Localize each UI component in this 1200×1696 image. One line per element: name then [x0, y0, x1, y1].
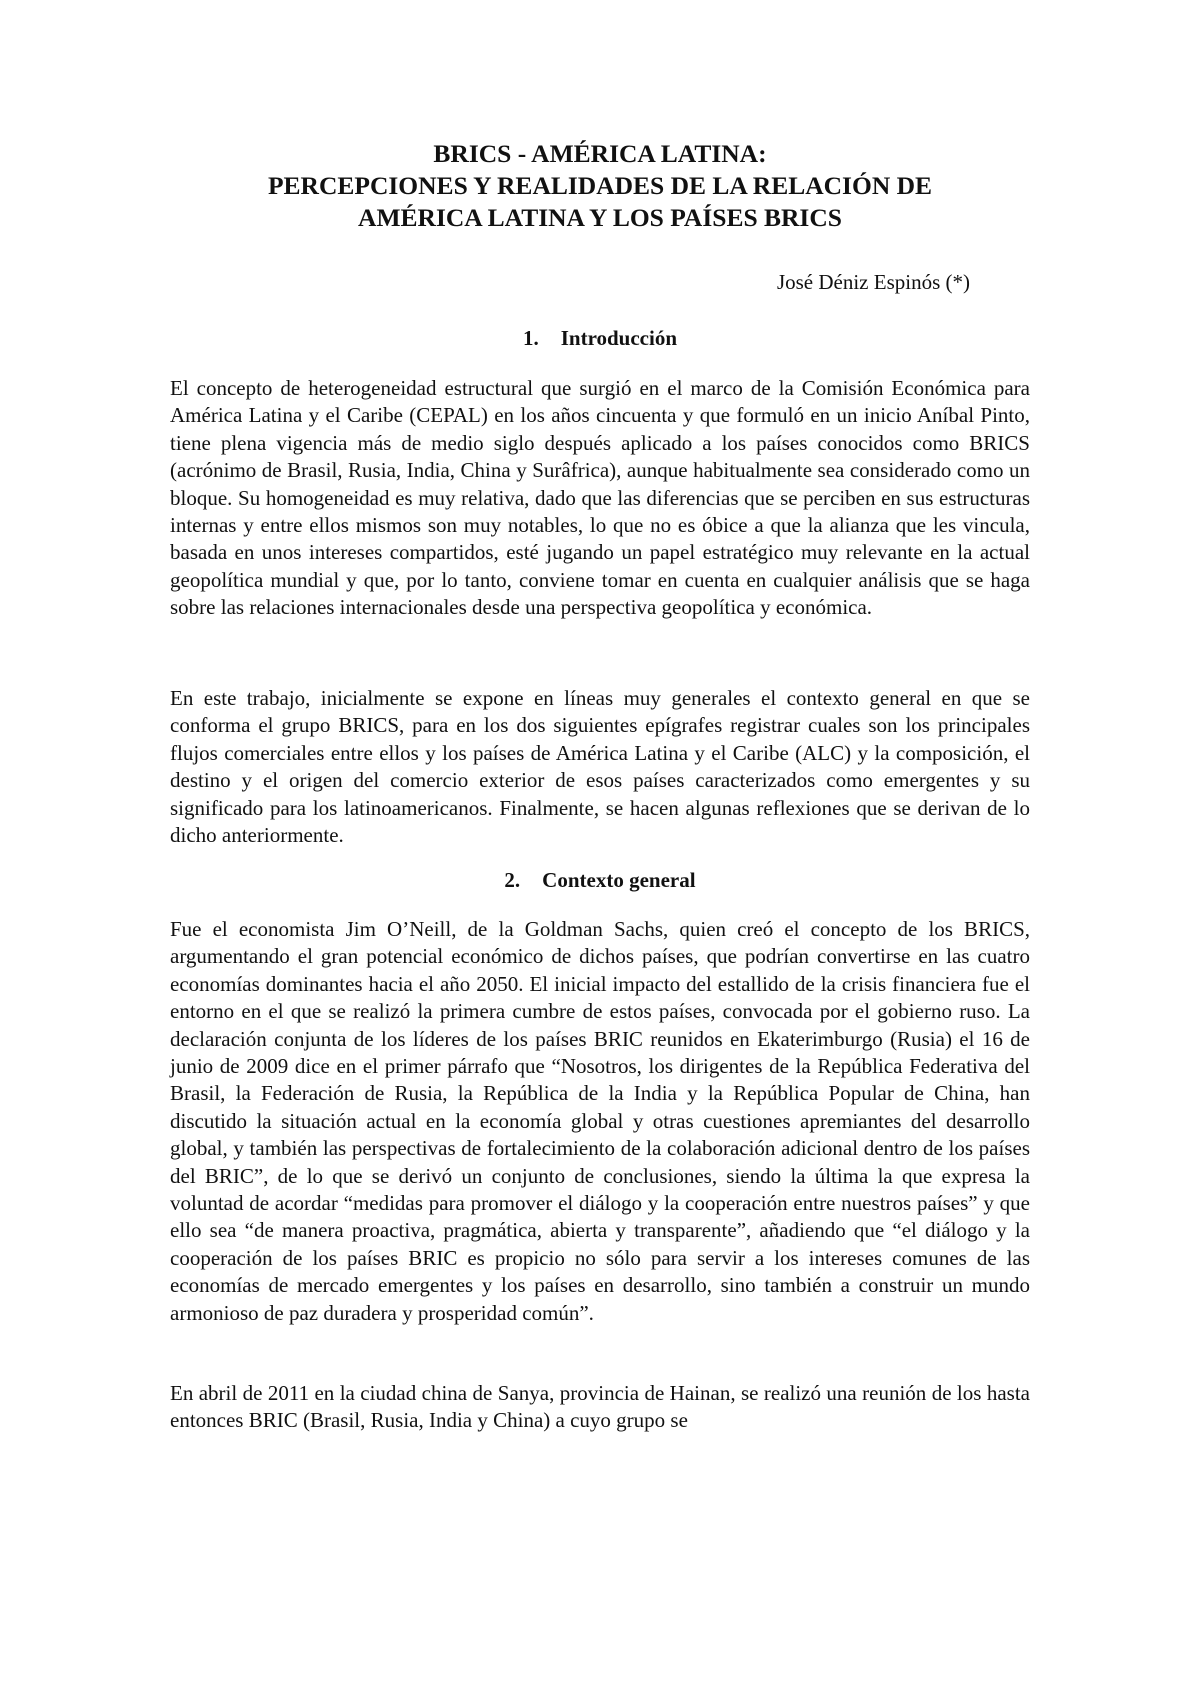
section-title: Contexto general: [542, 868, 696, 892]
title-line-1: BRICS - AMÉRICA LATINA:: [433, 139, 767, 168]
title-line-3: AMÉRICA LATINA Y LOS PAÍSES BRICS: [358, 203, 842, 232]
author-name: José Déniz Espinós (*): [776, 270, 970, 294]
title-line-2: PERCEPCIONES Y REALIDADES DE LA RELACIÓN DE: [267, 171, 933, 200]
section-number: 1.: [522, 326, 539, 350]
document-title: [170, 138, 1030, 234]
paragraph-intro-2: En este trabajo, inicialmente se expone en líneas muy generales el contexto general en que se conforma el grupo BRICS, para en los dos siguientes epígrafes registrar cuales son los principales flujos comerciales entre ellos y los países de América Latina y el Caribe (ALC) y la composición, el destino y el origen del comercio exterior de esos países caracterizados como emergentes y su significado para los latinoamericanos. Finalmente, se hacen algunas reflexiones que se derivan de lo dicho anteriormente.: [170, 686, 1030, 848]
paragraph-intro-1: El concepto de heterogeneidad estructural que surgió en el marco de la Comisión Económica para América Latina y el Caribe (CEPAL) en los años cincuenta y que formuló en un inicio Aníbal Pinto, tiene plena vigencia más de medio siglo después aplicado a los países conocidos como BRICS (acrónimo de Brasil, Rusia, India, China y Surâfrica), aunque habitualmente sea considerado como un bloque. Su homogeneidad es muy relativa, dado que las diferencias que se perciben en sus estructuras internas y entre ellos mismos son muy notables, lo que no es óbice a que la alianza que les vincula, basada en unos intereses compartidos, esté jugando un papel estratégico muy relevante en la actual geopolítica mundial y que, por lo tanto, conviene tomar en cuenta en cualquier análisis que se haga sobre las relaciones internacionales desde una perspectiva geopolítica y económica.: [170, 376, 1030, 620]
section-heading-contexto-general: [170, 866, 1030, 894]
section-number: 2.: [504, 868, 521, 892]
section-heading-introduccion: [170, 324, 1030, 352]
paragraph-contexto-2: En abril de 2011 en la ciudad china de Sanya, provincia de Hainan, se realizó una reunión de los hasta entonces BRIC (Brasil, Rusia, India y China) a cuyo grupo se: [170, 1381, 1030, 1433]
section-title: Introducción: [560, 326, 678, 350]
paragraph-contexto-1: Fue el economista Jim O’Neill, de la Goldman Sachs, quien creó el concepto de los BRICS, argumentando el gran potencial económico de dichos países, que podrían convertirse en las cuatro economías dominantes hacia el año 2050. El inicial impacto del estallido de la crisis financiera fue el entorno en el que se realizó la primera cumbre de estos países, convocada por el gobierno ruso. La declaración conjunta de los líderes de los países BRIC reunidos en Ekaterimburgo (Rusia) el 16 de junio de 2009 dice en el primer párrafo que “Nosotros, los dirigentes de la República Federativa del Brasil, la Federación de Rusia, la República de la India y la República Popular de China, han discutido la situación actual en la economía global y otras cuestiones apremiantes del desarrollo global, y también las perspectivas de fortalecimiento de la colaboración adicional dentro de los países del BRIC”, de lo que se derivó un conjunto de conclusiones, siendo la última la que expresa la voluntad de acordar “medidas para promover el diálogo y la cooperación entre nuestros países” y que ello sea “de manera proactiva, pragmática, abierta y transparente”, añadiendo que “el diálogo y la cooperación de los países BRIC es propicio no sólo para servir a los intereses comunes de las economías de mercado emergentes y los países en desarrollo, sino también a construir un mundo armonioso de paz duradera y prosperidad común”.: [170, 917, 1030, 1325]
